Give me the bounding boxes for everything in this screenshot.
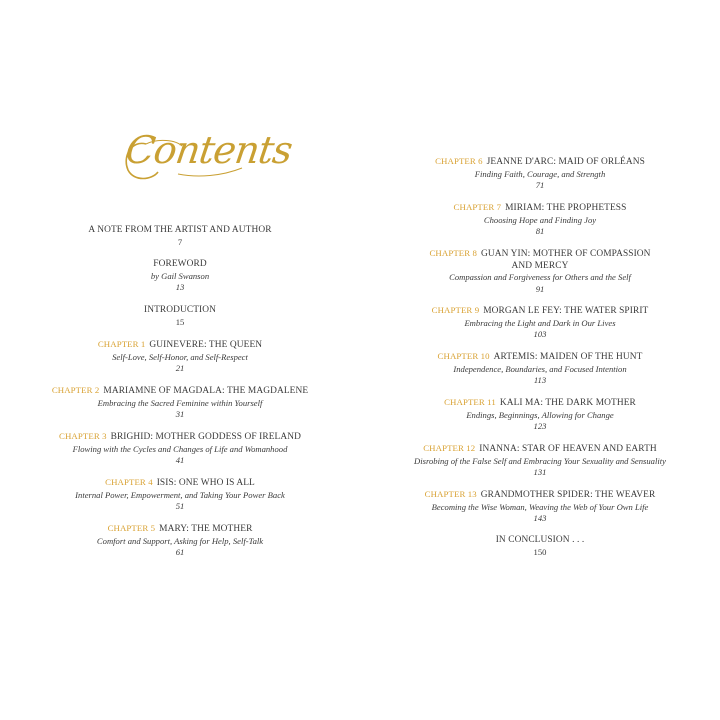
chapter-label: CHAPTER 6 xyxy=(435,156,483,166)
toc-entry[interactable] xyxy=(2,305,358,328)
entry-subtitle: Internal Power, Empowerment, and Taking Your Power Back xyxy=(75,489,285,500)
entry-title: MORGAN LE FEY: THE WATER SPIRIT xyxy=(483,306,649,316)
entry-subtitle: Self-Love, Self-Honor, and Self-Respect xyxy=(112,351,248,362)
toc-entry[interactable] xyxy=(359,489,720,525)
chapter-label: CHAPTER 4 xyxy=(105,477,153,487)
chapter-label: CHAPTER 9 xyxy=(431,305,480,315)
toc-entry[interactable] xyxy=(2,523,358,559)
entry-subtitle: Finding Faith, Courage, and Strength xyxy=(474,168,606,179)
toc-entry[interactable] xyxy=(2,225,358,248)
entry-subtitle: Compassion and Forgiveness for Others and the Self xyxy=(449,272,631,282)
entry-page: 91 xyxy=(535,283,545,294)
entry-title: INTRODUCTION xyxy=(143,305,217,315)
toc-entry[interactable] xyxy=(359,397,720,433)
toc-entry[interactable] xyxy=(359,305,720,341)
chapter-label: CHAPTER 1 xyxy=(97,339,146,349)
toc-entry[interactable] xyxy=(359,443,720,479)
chapter-label: CHAPTER 12 xyxy=(423,443,476,453)
entry-title: MARIAMNE OF MAGDALA: THE MAGDALENE xyxy=(103,386,309,396)
entry-page: 7 xyxy=(177,236,183,247)
entry-title: GUAN YIN: MOTHER OF COMPASSION xyxy=(481,249,651,259)
entry-subtitle: Becoming the Wise Woman, Weaving the Web of Your Own Life xyxy=(431,501,649,512)
toc-entry[interactable] xyxy=(2,339,358,375)
entry-page: 61 xyxy=(175,547,185,557)
entry-title: ISIS: ONE WHO IS ALL xyxy=(156,478,255,488)
toc-entry[interactable] xyxy=(2,431,358,467)
entry-title: KALI MA: THE DARK MOTHER xyxy=(499,398,636,408)
chapter-label: CHAPTER 8 xyxy=(429,248,478,258)
entry-title: ARTEMIS: MAIDEN OF THE HUNT xyxy=(493,352,643,362)
right-page xyxy=(360,0,720,720)
entry-page: 123 xyxy=(533,421,547,431)
entry-page: 15 xyxy=(175,316,185,327)
entry-title: INANNA: STAR OF HEAVEN AND EARTH xyxy=(479,444,657,454)
entry-subtitle: Flowing with the Cycles and Changes of Life and Womanhood xyxy=(72,443,288,454)
entry-page: 131 xyxy=(533,467,547,477)
entry-title: GUINEVERE: THE QUEEN xyxy=(149,340,263,350)
entry-title: MIRIAM: THE PROPHETESS xyxy=(505,203,627,213)
entry-title: GRANDMOTHER SPIDER: THE WEAVER xyxy=(480,490,656,500)
entry-subtitle: Endings, Beginnings, Allowing for Change xyxy=(466,409,614,420)
entry-title: BRIGHID: MOTHER GODDESS OF IRELAND xyxy=(110,432,301,442)
entry-page: 51 xyxy=(175,501,185,511)
entry-title-continued: AND MERCY xyxy=(511,260,569,271)
chapter-label: CHAPTER 11 xyxy=(444,397,496,407)
entry-page: 13 xyxy=(175,282,185,292)
entry-title: MARY: THE MOTHER xyxy=(159,524,253,534)
entry-subtitle: Embracing the Light and Dark in Our Lives xyxy=(464,317,616,328)
chapter-label: CHAPTER 2 xyxy=(51,385,100,395)
entry-page: 143 xyxy=(533,513,547,523)
chapter-label: CHAPTER 3 xyxy=(59,431,107,441)
entry-page: 103 xyxy=(533,329,547,339)
contents-title: Contents xyxy=(122,128,295,172)
toc-entry[interactable] xyxy=(359,248,720,295)
toc-entry[interactable] xyxy=(2,385,358,421)
entry-page: 150 xyxy=(533,546,547,557)
entry-subtitle: Comfort and Support, Asking for Help, Self-Talk xyxy=(96,535,264,546)
toc-entry[interactable] xyxy=(359,535,720,558)
entry-page: 31 xyxy=(175,409,185,419)
entry-subtitle: Choosing Hope and Finding Joy xyxy=(483,214,597,225)
entry-page: 71 xyxy=(535,180,545,190)
entry-page: 81 xyxy=(535,226,545,236)
entry-subtitle: by Gail Swanson xyxy=(150,270,210,281)
chapter-label: CHAPTER 5 xyxy=(107,523,156,533)
entry-page: 113 xyxy=(533,375,547,385)
toc-entry[interactable] xyxy=(2,259,358,294)
toc-entry[interactable] xyxy=(359,351,720,387)
entry-subtitle: Independence, Boundaries, and Focused Intention xyxy=(453,363,627,374)
chapter-label: CHAPTER 13 xyxy=(424,489,477,499)
toc-entry[interactable] xyxy=(359,202,720,238)
entry-title: FOREWORD xyxy=(153,259,207,269)
entry-subtitle: Disrobing of the False Self and Embracing Your Sexuality and Sensuality xyxy=(414,455,666,466)
toc-entry[interactable] xyxy=(359,156,720,192)
entry-page: 21 xyxy=(175,363,185,373)
toc-entry[interactable] xyxy=(2,477,358,513)
entry-title: A NOTE FROM THE ARTIST AND AUTHOR xyxy=(88,225,272,235)
chapter-label: CHAPTER 10 xyxy=(437,351,490,361)
entry-page: 41 xyxy=(175,455,185,465)
entry-title: JEANNE D'ARC: MAID OF ORLÉANS xyxy=(486,157,645,167)
chapter-label: CHAPTER 7 xyxy=(453,202,502,212)
entry-title: IN CONCLUSION . . . xyxy=(495,535,585,545)
entry-subtitle: Embracing the Sacred Feminine within Yourself xyxy=(97,397,263,408)
